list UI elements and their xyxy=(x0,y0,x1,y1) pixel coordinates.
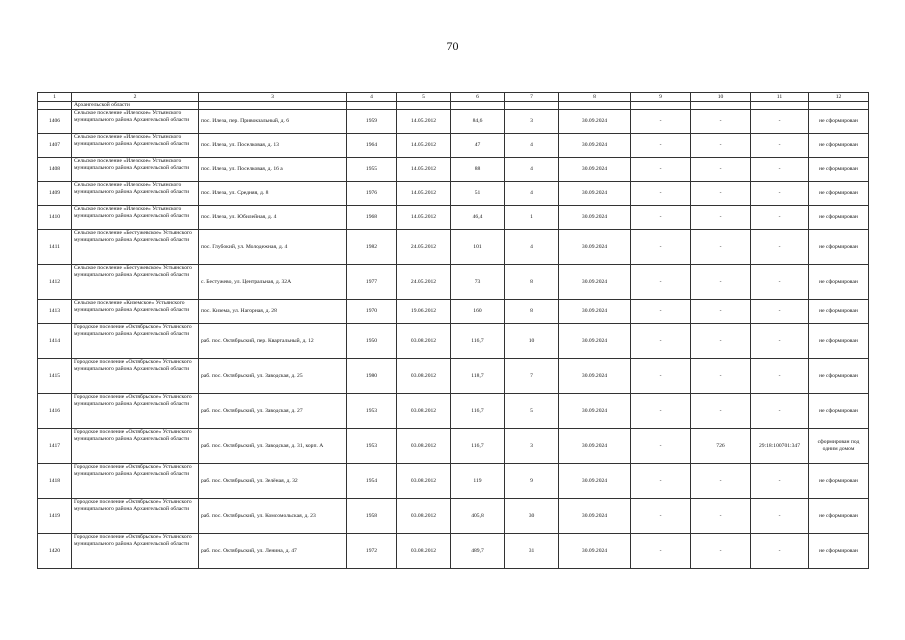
year-built-cell: 1982 xyxy=(347,230,397,265)
year-built-cell: 1968 xyxy=(347,206,397,230)
municipality-cell: Сельское поселение «Илезское» Устьянского муниципального района Архангельской области xyxy=(72,110,199,134)
land-status-cell: не сформирован xyxy=(809,534,869,569)
table-row xyxy=(38,110,869,134)
table-row xyxy=(38,182,869,206)
cadastral-number-cell: - xyxy=(751,158,809,182)
column-header-4: 4 xyxy=(347,93,397,102)
resettlement-deadline-cell: 30.09.2024 xyxy=(559,182,631,206)
empty-cell xyxy=(505,102,559,110)
table-row xyxy=(38,499,869,534)
municipality-cell: Городское поселение «Октябрьское» Устьянского муниципального района Архангельской области xyxy=(72,534,199,569)
recognition-date-cell: 03.08.2012 xyxy=(397,464,451,499)
resettlement-deadline-cell: 30.09.2024 xyxy=(559,324,631,359)
area-cell: 47 xyxy=(451,134,505,158)
land-area-cell: - xyxy=(691,206,751,230)
column-header-5: 5 xyxy=(397,93,451,102)
table-row xyxy=(38,134,869,158)
municipality-cell: Городское поселение «Октябрьское» Устьянского муниципального района Архангельской области xyxy=(72,429,199,464)
land-area-cell: - xyxy=(691,158,751,182)
col-9-cell: - xyxy=(631,499,691,534)
table-row xyxy=(38,394,869,429)
col-9-cell: - xyxy=(631,110,691,134)
address-cell: раб. пос. Октябрьский, ул. Заводская, д. 31, корп. А xyxy=(199,429,347,464)
area-cell: 51 xyxy=(451,182,505,206)
year-built-cell: 1977 xyxy=(347,265,397,300)
municipality-cell: Сельское поселение «Илезское» Устьянского муниципального района Архангельской области xyxy=(72,158,199,182)
row-number-cell: 1417 xyxy=(38,429,72,464)
land-status-cell: сформирован под одним домом xyxy=(809,429,869,464)
column-header-10: 10 xyxy=(691,93,751,102)
table-row xyxy=(38,230,869,265)
empty-cell xyxy=(199,102,347,110)
empty-cell xyxy=(347,102,397,110)
recognition-date-cell: 14.05.2012 xyxy=(397,182,451,206)
col-9-cell: - xyxy=(631,300,691,324)
recognition-date-cell: 03.08.2012 xyxy=(397,534,451,569)
row-number-cell: 1419 xyxy=(38,499,72,534)
land-status-cell: не сформирован xyxy=(809,110,869,134)
empty-cell xyxy=(751,102,809,110)
municipality-cell: Сельское поселение «Илезское» Устьянского муниципального района Архангельской области xyxy=(72,182,199,206)
recognition-date-cell: 24.05.2012 xyxy=(397,265,451,300)
col-9-cell: - xyxy=(631,158,691,182)
area-cell: 116,7 xyxy=(451,394,505,429)
col-9-cell: - xyxy=(631,230,691,265)
row-number-cell: 1413 xyxy=(38,300,72,324)
resettlement-deadline-cell: 30.09.2024 xyxy=(559,300,631,324)
resettlement-deadline-cell: 30.09.2024 xyxy=(559,206,631,230)
header-row xyxy=(38,93,869,102)
municipality-cell: Сельское поселение «Бестужевское» Устьянского муниципального района Архангельской области xyxy=(72,265,199,300)
row-number-cell: 1414 xyxy=(38,324,72,359)
year-built-cell: 1976 xyxy=(347,182,397,206)
empty-cell xyxy=(397,102,451,110)
year-built-cell: 1953 xyxy=(347,394,397,429)
area-cell: 84,6 xyxy=(451,110,505,134)
resettlement-deadline-cell: 30.09.2024 xyxy=(559,394,631,429)
resettlement-deadline-cell: 30.09.2024 xyxy=(559,534,631,569)
table-row xyxy=(38,158,869,182)
resettlement-deadline-cell: 30.09.2024 xyxy=(559,134,631,158)
year-built-cell: 1972 xyxy=(347,534,397,569)
table-row xyxy=(38,464,869,499)
land-area-cell: - xyxy=(691,182,751,206)
table-row xyxy=(38,534,869,569)
cadastral-number-cell: - xyxy=(751,534,809,569)
year-built-cell: 1954 xyxy=(347,464,397,499)
land-status-cell: не сформирован xyxy=(809,134,869,158)
column-header-12: 12 xyxy=(809,93,869,102)
municipality-cell: Городское поселение «Октябрьское» Устьянского муниципального района Архангельской области xyxy=(72,394,199,429)
column-header-9: 9 xyxy=(631,93,691,102)
municipality-cell: Городское поселение «Октябрьское» Устьянского муниципального района Архангельской области xyxy=(72,499,199,534)
row-number-cell: 1409 xyxy=(38,182,72,206)
table-row xyxy=(38,359,869,394)
residents-count-cell: 30 xyxy=(505,499,559,534)
year-built-cell: 1955 xyxy=(347,158,397,182)
residents-count-cell: 1 xyxy=(505,206,559,230)
cadastral-number-cell: - xyxy=(751,182,809,206)
land-status-cell: не сформирован xyxy=(809,359,869,394)
empty-cell xyxy=(38,102,72,110)
municipality-cell: Городское поселение «Октябрьское» Устьянского муниципального района Архангельской области xyxy=(72,359,199,394)
cadastral-number-cell: - xyxy=(751,110,809,134)
housing-table-container xyxy=(37,92,868,569)
cadastral-number-cell: - xyxy=(751,134,809,158)
residents-count-cell: 5 xyxy=(505,394,559,429)
land-status-cell: не сформирован xyxy=(809,206,869,230)
address-cell: раб. пос. Октябрьский, ул. Комсомольская, д. 23 xyxy=(199,499,347,534)
row-number-cell: 1407 xyxy=(38,134,72,158)
residents-count-cell: 7 xyxy=(505,359,559,394)
land-area-cell: 726 xyxy=(691,429,751,464)
residents-count-cell: 4 xyxy=(505,230,559,265)
continuation-row xyxy=(38,102,869,110)
residents-count-cell: 4 xyxy=(505,134,559,158)
column-header-3: 3 xyxy=(199,93,347,102)
resettlement-deadline-cell: 30.09.2024 xyxy=(559,499,631,534)
land-area-cell: - xyxy=(691,265,751,300)
table-row xyxy=(38,324,869,359)
recognition-date-cell: 03.08.2012 xyxy=(397,429,451,464)
column-header-2: 2 xyxy=(72,93,199,102)
cadastral-number-cell: - xyxy=(751,324,809,359)
area-cell: 489,7 xyxy=(451,534,505,569)
year-built-cell: 1980 xyxy=(347,359,397,394)
col-9-cell: - xyxy=(631,359,691,394)
continuation-text: Архангельской области xyxy=(72,102,199,110)
col-9-cell: - xyxy=(631,134,691,158)
table-row xyxy=(38,429,869,464)
recognition-date-cell: 03.08.2012 xyxy=(397,499,451,534)
address-cell: раб. пос. Октябрьский, пер. Квартальный, д. 12 xyxy=(199,324,347,359)
row-number-cell: 1420 xyxy=(38,534,72,569)
municipality-cell: Сельское поселение «Бестужевское» Устьянского муниципального района Архангельской области xyxy=(72,230,199,265)
recognition-date-cell: 03.08.2012 xyxy=(397,359,451,394)
col-9-cell: - xyxy=(631,429,691,464)
residents-count-cell: 4 xyxy=(505,158,559,182)
area-cell: 101 xyxy=(451,230,505,265)
row-number-cell: 1410 xyxy=(38,206,72,230)
address-cell: пос. Илеза, ул. Юбилейная, д. 4 xyxy=(199,206,347,230)
col-9-cell: - xyxy=(631,324,691,359)
recognition-date-cell: 03.08.2012 xyxy=(397,324,451,359)
resettlement-deadline-cell: 30.09.2024 xyxy=(559,158,631,182)
cadastral-number-cell: - xyxy=(751,499,809,534)
year-built-cell: 1970 xyxy=(347,300,397,324)
address-cell: пос. Кизема, ул. Нагорная, д. 28 xyxy=(199,300,347,324)
recognition-date-cell: 03.08.2012 xyxy=(397,394,451,429)
year-built-cell: 1959 xyxy=(347,110,397,134)
col-9-cell: - xyxy=(631,265,691,300)
recognition-date-cell: 14.05.2012 xyxy=(397,134,451,158)
municipality-cell: Сельское поселение «Киземское» Устьянского муниципального района Архангельской области xyxy=(72,300,199,324)
year-built-cell: 1950 xyxy=(347,324,397,359)
residents-count-cell: 10 xyxy=(505,324,559,359)
resettlement-deadline-cell: 30.09.2024 xyxy=(559,110,631,134)
cadastral-number-cell: - xyxy=(751,464,809,499)
land-status-cell: не сформирован xyxy=(809,182,869,206)
municipality-cell: Сельское поселение «Илезское» Устьянского муниципального района Архангельской области xyxy=(72,206,199,230)
address-cell: пос. Илеза, пер. Привокзальный, д. 6 xyxy=(199,110,347,134)
table-row xyxy=(38,300,869,324)
table-body xyxy=(38,102,869,569)
area-cell: 118,7 xyxy=(451,359,505,394)
column-header-7: 7 xyxy=(505,93,559,102)
resettlement-deadline-cell: 30.09.2024 xyxy=(559,464,631,499)
land-status-cell: не сформирован xyxy=(809,499,869,534)
land-status-cell: не сформирован xyxy=(809,230,869,265)
row-number-cell: 1418 xyxy=(38,464,72,499)
address-cell: раб. пос. Октябрьский, ул. Ленина, д. 47 xyxy=(199,534,347,569)
land-area-cell: - xyxy=(691,134,751,158)
resettlement-deadline-cell: 30.09.2024 xyxy=(559,230,631,265)
address-cell: раб. пос. Октябрьский, ул. Заводская, д. 25 xyxy=(199,359,347,394)
page-number: 70 xyxy=(446,39,459,53)
municipality-cell: Городское поселение «Октябрьское» Устьянского муниципального района Архангельской области xyxy=(72,464,199,499)
area-cell: 116,7 xyxy=(451,429,505,464)
area-cell: 160 xyxy=(451,300,505,324)
municipality-cell: Городское поселение «Октябрьское» Устьянского муниципального района Архангельской области xyxy=(72,324,199,359)
area-cell: 88 xyxy=(451,158,505,182)
residents-count-cell: 4 xyxy=(505,182,559,206)
cadastral-number-cell: - xyxy=(751,230,809,265)
municipality-cell: Сельское поселение «Илезское» Устьянского муниципального района Архангельской области xyxy=(72,134,199,158)
address-cell: с. Бестужево, ул. Центральная, д. 32А xyxy=(199,265,347,300)
housing-table xyxy=(37,92,869,569)
recognition-date-cell: 14.05.2012 xyxy=(397,110,451,134)
empty-cell xyxy=(809,102,869,110)
area-cell: 119 xyxy=(451,464,505,499)
land-area-cell: - xyxy=(691,534,751,569)
cadastral-number-cell: - xyxy=(751,206,809,230)
land-status-cell: не сформирован xyxy=(809,324,869,359)
land-area-cell: - xyxy=(691,110,751,134)
cadastral-number-cell: - xyxy=(751,300,809,324)
row-number-cell: 1411 xyxy=(38,230,72,265)
address-cell: раб. пос. Октябрьский, ул. Заводская, д. 27 xyxy=(199,394,347,429)
column-header-8: 8 xyxy=(559,93,631,102)
column-header-6: 6 xyxy=(451,93,505,102)
year-built-cell: 1953 xyxy=(347,429,397,464)
col-9-cell: - xyxy=(631,206,691,230)
cadastral-number-cell: - xyxy=(751,359,809,394)
recognition-date-cell: 24.05.2012 xyxy=(397,230,451,265)
land-area-cell: - xyxy=(691,394,751,429)
residents-count-cell: 31 xyxy=(505,534,559,569)
residents-count-cell: 8 xyxy=(505,265,559,300)
row-number-cell: 1412 xyxy=(38,265,72,300)
address-cell: пос. Глубокий, ул. Молодежная, д. 4 xyxy=(199,230,347,265)
address-cell: раб. пос. Октябрьский, ул. Зелёная, д. 32 xyxy=(199,464,347,499)
address-cell: пос. Илеза, ул. Поселковая, д. 16 а xyxy=(199,158,347,182)
col-9-cell: - xyxy=(631,464,691,499)
resettlement-deadline-cell: 30.09.2024 xyxy=(559,265,631,300)
residents-count-cell: 3 xyxy=(505,110,559,134)
row-number-cell: 1416 xyxy=(38,394,72,429)
col-9-cell: - xyxy=(631,534,691,569)
recognition-date-cell: 14.05.2012 xyxy=(397,206,451,230)
column-header-11: 11 xyxy=(751,93,809,102)
land-area-cell: - xyxy=(691,300,751,324)
row-number-cell: 1415 xyxy=(38,359,72,394)
land-area-cell: - xyxy=(691,230,751,265)
col-9-cell: - xyxy=(631,394,691,429)
area-cell: 116,7 xyxy=(451,324,505,359)
address-cell: пос. Илеза, ул. Поселковая, д. 13 xyxy=(199,134,347,158)
area-cell: 73 xyxy=(451,265,505,300)
cadastral-number-cell: - xyxy=(751,394,809,429)
table-row xyxy=(38,265,869,300)
year-built-cell: 1964 xyxy=(347,134,397,158)
column-header-1: 1 xyxy=(38,93,72,102)
land-area-cell: - xyxy=(691,464,751,499)
resettlement-deadline-cell: 30.09.2024 xyxy=(559,429,631,464)
land-area-cell: - xyxy=(691,499,751,534)
col-9-cell: - xyxy=(631,182,691,206)
resettlement-deadline-cell: 30.09.2024 xyxy=(559,359,631,394)
year-built-cell: 1958 xyxy=(347,499,397,534)
table-row xyxy=(38,206,869,230)
area-cell: 405,8 xyxy=(451,499,505,534)
land-area-cell: - xyxy=(691,359,751,394)
row-number-cell: 1408 xyxy=(38,158,72,182)
land-status-cell: не сформирован xyxy=(809,464,869,499)
empty-cell xyxy=(631,102,691,110)
land-status-cell: не сформирован xyxy=(809,300,869,324)
address-cell: пос. Илеза, ул. Средняя, д. 8 xyxy=(199,182,347,206)
residents-count-cell: 3 xyxy=(505,429,559,464)
land-status-cell: не сформирован xyxy=(809,265,869,300)
empty-cell xyxy=(559,102,631,110)
land-area-cell: - xyxy=(691,324,751,359)
residents-count-cell: 9 xyxy=(505,464,559,499)
empty-cell xyxy=(451,102,505,110)
area-cell: 46,4 xyxy=(451,206,505,230)
residents-count-cell: 8 xyxy=(505,300,559,324)
recognition-date-cell: 19.06.2012 xyxy=(397,300,451,324)
land-status-cell: не сформирован xyxy=(809,158,869,182)
empty-cell xyxy=(691,102,751,110)
cadastral-number-cell: 29:18:100701:347 xyxy=(751,429,809,464)
recognition-date-cell: 14.05.2012 xyxy=(397,158,451,182)
land-status-cell: не сформирован xyxy=(809,394,869,429)
cadastral-number-cell: - xyxy=(751,265,809,300)
row-number-cell: 1406 xyxy=(38,110,72,134)
